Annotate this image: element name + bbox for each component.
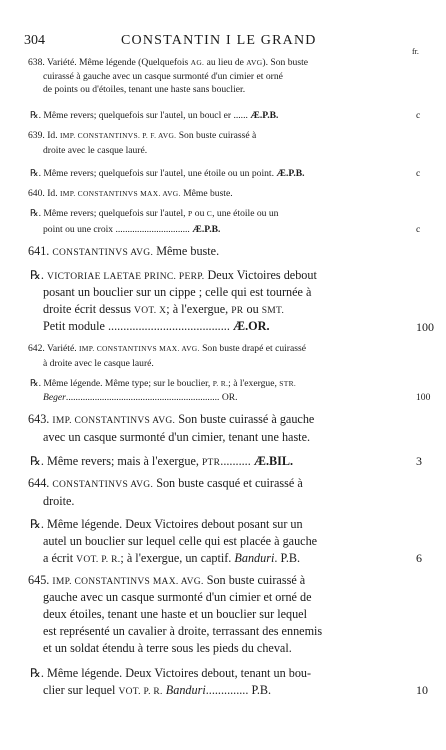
entry-642-line-2: à droite avec le casque lauré.: [43, 358, 154, 369]
entry-638-line-3: de points ou d'étoiles, tenant une haste sans bouclier.: [43, 84, 246, 95]
entry-643-reverse: ℞. Même revers; mais à l'exergue, PTR.......... Æ.BIL.: [30, 454, 294, 468]
currency-note: fr.: [412, 47, 419, 56]
entry-638-rarity: c: [416, 110, 421, 121]
entry-645-reverse-2: clier sur lequel VOT. P. R. Banduri.............. P.B.: [43, 683, 272, 697]
entry-642-line-1: 642. Variété. IMP. CONSTANTINVS MAX. AVG. Son buste drapé et cuirassé: [28, 343, 306, 354]
entry-644-reverse-2: autel un bouclier sur lequel celle qui est placée à gauche: [43, 534, 318, 548]
entry-639-reverse: ℞. Même revers; quelquefois sur l'autel, une étoile ou un point. Æ.P.B.: [30, 168, 305, 179]
entry-645-line-4: est représenté un cavalier à droite, terrassant des ennemis: [43, 624, 323, 638]
entry-642-rarity: 100: [416, 392, 431, 403]
entry-643-line-2: avec un casque surmonté d'un cimier, tenant une haste.: [43, 430, 311, 444]
entry-642-reverse-2: Beger................................................................ OR.: [43, 392, 238, 403]
entry-640-line-1: 640. Id. IMP. CONSTANTINVS MAX. AVG. Même buste.: [28, 188, 233, 199]
entry-644-line-1: 644. CONSTANTINVS AVG. Son buste casqué et cuirassé à: [28, 476, 303, 490]
entry-645-line-2: gauche avec un casque surmonté d'un cimier et orné de: [43, 590, 312, 604]
entry-642-reverse-1: ℞. Même légende. Même type; sur le bouclier, P. R.; à l'exergue, STR.: [30, 378, 297, 389]
entry-644-reverse-3: a écrit VOT. P. R.; à l'exergue, un captif. Banduri. P.B.: [43, 551, 301, 565]
entry-639-line-2: droite avec le casque lauré.: [43, 145, 148, 156]
entry-643-line-1: 643. IMP. CONSTANTINVS AVG. Son buste cuirassé à gauche: [28, 412, 315, 426]
entry-645-line-5: et un soldat étendu à terre sous les pieds du cheval.: [43, 641, 292, 655]
entry-644-reverse-1: ℞. Même légende. Deux Victoires debout posant sur un: [30, 517, 303, 531]
entry-645-line-3: deux étoiles, tenant une haste et un bouclier sur lequel: [43, 607, 307, 621]
entry-640-rarity: c: [416, 224, 421, 235]
page-number: 304: [24, 33, 45, 48]
running-header: [24, 33, 384, 51]
entry-641-reverse-1: ℞. VICTORIAE LAETAE PRINC. PERP. Deux Victoires debout: [30, 268, 317, 282]
entry-644-line-2: droite.: [43, 494, 75, 508]
entry-641-reverse-2: posant un bouclier sur un cippe ; celle qui est tournée à: [43, 285, 312, 299]
entry-638-line-2: cuirassé à gauche avec un casque surmonté d'un cimier et orné: [43, 71, 283, 82]
entry-641-reverse-3: droite écrit dessus VOT. X; à l'exergue, PR ou SMT.: [43, 302, 285, 316]
entry-638-reverse: ℞. Même revers; quelquefois sur l'autel, un boucl er ...... Æ.P.B.: [30, 110, 279, 121]
entry-640-reverse-2: point ou une croix ............................... Æ.P.B.: [43, 224, 221, 235]
entry-639-line-1: 639. Id. IMP. CONSTANTINVS. P. F. AVG. Son buste cuirassé à: [28, 130, 257, 141]
entry-645-line-1: 645. IMP. CONSTANTINVS MAX. AVG. Son buste cuirassé à: [28, 573, 306, 587]
entry-641-rarity: 100: [416, 320, 434, 334]
page-title: CONSTANTIN I LE GRAND: [121, 33, 317, 48]
entry-643-rarity: 3: [416, 454, 422, 468]
entry-641-line-1: 641. CONSTANTINVS AVG. Même buste.: [28, 244, 220, 258]
entry-645-reverse-1: ℞. Même légende. Deux Victoires debout, tenant un bou-: [30, 666, 312, 680]
entry-640-reverse-1: ℞. Même revers; quelquefois sur l'autel, P ou C, une étoile ou un: [30, 208, 279, 219]
entry-639-rarity: c: [416, 168, 421, 179]
entry-641-reverse-4: Petit module ........................................ Æ.OR.: [43, 319, 270, 333]
entry-644-rarity: 6: [416, 551, 422, 565]
entry-645-rarity: 10: [416, 683, 428, 697]
entry-638-line-1: 638. Variété. Même légende (Quelquefois AG. au lieu de AVG). Son buste: [28, 57, 308, 68]
